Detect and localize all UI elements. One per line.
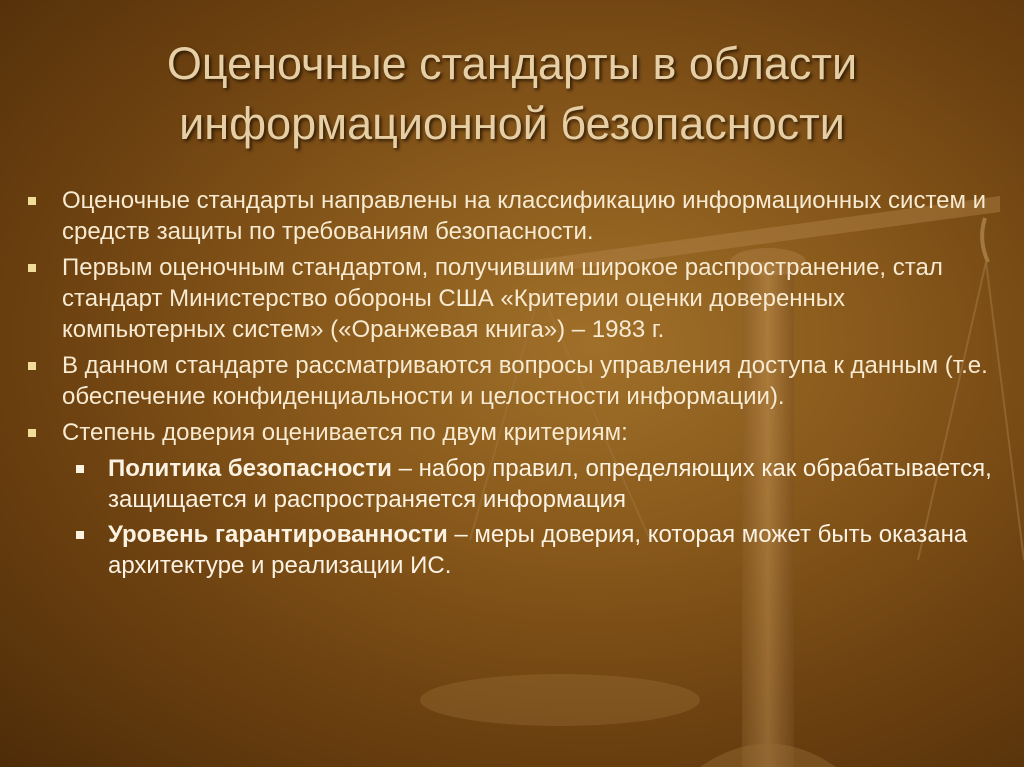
slide-title-line-1: Оценочные стандарты в области	[166, 38, 858, 89]
square-bullet-icon	[28, 197, 36, 205]
square-bullet-icon	[76, 465, 84, 473]
bullet-text: Оценочные стандарты направлены на классификацию информационных систем и средств защиты по требованиям безопасности.	[62, 187, 987, 245]
square-bullet-icon	[76, 531, 84, 539]
square-bullet-icon	[28, 264, 36, 272]
square-bullet-icon	[28, 429, 36, 437]
square-bullet-icon	[28, 362, 36, 370]
bullet-item	[26, 252, 996, 345]
bullet-item	[26, 350, 996, 412]
sub-bullet-item	[26, 453, 996, 515]
slide-title	[40, 34, 984, 154]
sub-bullet-term: Политика безопасности	[108, 455, 392, 482]
bullet-text: Первым оценочным стандартом, получившим широкое распространение, стал стандарт Министерство обороны США «Критерии оценки доверенных компьютерных систем» («Оранжевая книга») – 1983 г.	[62, 254, 943, 343]
sub-bullet-term: Уровень гарантированности	[108, 521, 448, 548]
bullet-item	[26, 417, 996, 448]
sub-bullet-text: – меры доверия, которая может быть оказана архитектуре и реализации ИС.	[108, 521, 968, 579]
bullet-text: Степень доверия оценивается по двум критериям:	[62, 419, 628, 446]
slide-title-line-2: информационной безопасности	[179, 98, 845, 149]
bullet-list	[26, 185, 996, 585]
sub-bullet-text: – набор правил, определяющих как обрабатывается, защищается и распространяется информация	[108, 455, 992, 513]
sub-bullet-item	[26, 519, 996, 581]
bullet-item	[26, 185, 996, 247]
bullet-text: В данном стандарте рассматриваются вопросы управления доступа к данным (т.е. обеспечение конфиденциальности и целостности информации).	[62, 352, 988, 410]
